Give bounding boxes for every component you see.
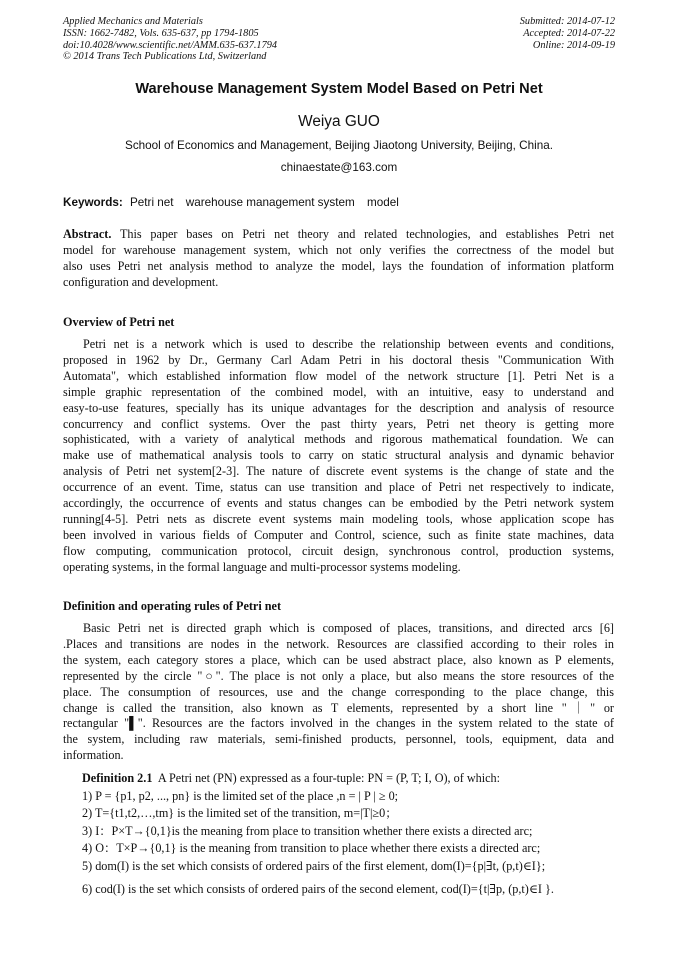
text-line: Basic Petri net is directed graph which is composed of places, transitions, and directed arcs [6] xyxy=(83,621,614,635)
text-line: occurrence of an event. Time, status can use transition and place of Petri net respectively to indicate, xyxy=(63,480,614,495)
text-line: .Places and transitions are nodes in the network. Resources are classified according to their roles in xyxy=(63,636,614,651)
definition-item: 5) dom(I) is the set which consists of ordered pairs of the first element, dom(I)={p|∃t, (p,t)∈I}; xyxy=(82,858,546,873)
section-body xyxy=(63,621,614,764)
definition-item: 6) cod(I) is the set which consists of ordered pairs of the second element, cod(I)={t|∃p, (p,t)∈I }. xyxy=(82,882,554,896)
journal-header-right xyxy=(520,16,615,51)
online-date: Online: 2014-09-19 xyxy=(532,39,615,51)
text-line: information. xyxy=(63,748,124,763)
keywords-label: Keywords: xyxy=(63,196,123,209)
definition-line xyxy=(82,770,614,788)
issn-line: ISSN: 1662-7482, Vols. 635-637, pp 1794-1805 xyxy=(63,27,259,39)
section-heading: Overview of Petri net xyxy=(63,315,175,329)
text-line: been involved in various fields of Computer and Control, science, such as finite state machines, data xyxy=(63,527,614,542)
text-line: Automata", which established information flow model of the network structure [1]. Petri Net is a xyxy=(63,368,614,383)
text-line: the system, including raw materials, semi-finished products, personnel, tools, equipment, data and xyxy=(63,732,614,747)
abstract-line: also uses Petri net analysis method to analyze the model, lays the foundation of information platform xyxy=(63,258,614,273)
text-line: represented by the circle "○". The place is not only a place, but also means the store resources of the xyxy=(63,668,614,683)
keyword-item: model xyxy=(366,196,399,209)
definition-item: 2) T={t1,t2,…,tm} is the limited set of the transition, m=|T|≥0； xyxy=(82,806,398,820)
author-email: chinaestate@163.com xyxy=(280,161,398,174)
submitted-date: Submitted: 2014-07-12 xyxy=(519,16,615,27)
abstract-line: configuration and development. xyxy=(63,274,219,289)
abstract-text: This paper bases on Petri net theory and related technologies, and establishes Petri net xyxy=(119,227,615,241)
abstract-label: Abstract. xyxy=(63,227,112,241)
paper-title: Warehouse Management System Model Based on Petri Net xyxy=(135,81,543,97)
keyword-item: Petri net xyxy=(130,196,174,209)
definition-block xyxy=(82,770,614,875)
keywords xyxy=(63,196,399,209)
copyright-line: © 2014 Trans Tech Publications Ltd, Switzerland xyxy=(63,51,267,63)
definition-label: Definition 2.1 xyxy=(82,771,153,785)
text-line: accordingly, the occurrence of events and status changes can be embodied by the Petri network system xyxy=(63,496,614,511)
keyword-item: warehouse management system xyxy=(185,196,355,209)
definition-item: 3) I：P×T→{0,1}is the meaning from place to transition whether there exists a directed arc; xyxy=(82,823,533,838)
text-line: make use of mathematical analysis tools to carry on static structural analysis and dynamic behavior xyxy=(63,448,614,463)
abstract-line: model for warehouse management system, which not only verifies the correctness of the model but xyxy=(63,242,614,257)
text-line: place. The consumption of resources, use and the change corresponding to the place change, this xyxy=(63,684,614,699)
author-affiliation: School of Economics and Management, Beijing Jiaotong University, Beijing, China. xyxy=(125,139,553,152)
text-line: simple graphic representation of the combined model, with an intuitive, easy to understand and xyxy=(63,384,614,399)
abstract-line xyxy=(63,227,614,243)
section-body xyxy=(63,337,614,576)
journal-name: Applied Mechanics and Materials xyxy=(63,16,203,27)
section-heading: Definition and operating rules of Petri net xyxy=(63,599,282,613)
author-name: Weiya GUO xyxy=(298,113,380,130)
text-line: rectangular "▌". Resources are the factors involved in the changes in the system related to the state of xyxy=(63,716,614,731)
text-line: Petri net is a network which is used to describe the relationship between events and conditions, xyxy=(83,337,614,351)
definition-item: 1) P = {p1, p2, ..., pn} is the limited set of the place ,n = | P | ≥ 0; xyxy=(82,788,399,803)
text-line: operating systems, in the formal language and multi-processor systems modeling. xyxy=(63,559,461,574)
text-line: sophisticated, with a variety of analytical methods and rigorous mathematical foundation. We can xyxy=(63,432,614,447)
text-line: running[4-5]. Petri nets as discrete event systems main modeling tools, whose application scope has xyxy=(63,511,614,526)
definition-item: 4) O：T×P→{0,1} is the meaning from transition to place whether there exists a directed arc; xyxy=(82,841,541,855)
text-line: easy-to-use features, specially has its unique advantages for the description and analysis of resource xyxy=(63,400,614,415)
text-line: analysis of Petri net system[2-3]. The nature of discrete event systems is the change of state and the xyxy=(63,464,614,479)
text-line: the system, each category stores a place, which can be used abstract place, also known as P elements, xyxy=(63,652,614,667)
text-line: concurrency and conflict systems. Over the past thirty years, Petri net theory is getting more xyxy=(63,416,614,431)
text-line: change is called the transition, also known as T elements, represented by a short line "｜" or xyxy=(63,700,614,715)
abstract xyxy=(63,227,614,291)
journal-header-left xyxy=(63,16,277,63)
accepted-date: Accepted: 2014-07-22 xyxy=(523,27,615,39)
doi-line: doi:10.4028/www.scientific.net/AMM.635-637.1794 xyxy=(63,39,278,51)
text-line: flow computing, communication protocol, circuit design, synchronous control, production systems, xyxy=(63,543,614,558)
text-line: proposed in 1962 by Dr., Germany Carl Adam Petri in his doctoral thesis "Communication With xyxy=(63,352,614,367)
definition-text: A Petri net (PN) expressed as a four-tuple: PN = (P, T; I, O), of which: xyxy=(157,771,501,785)
